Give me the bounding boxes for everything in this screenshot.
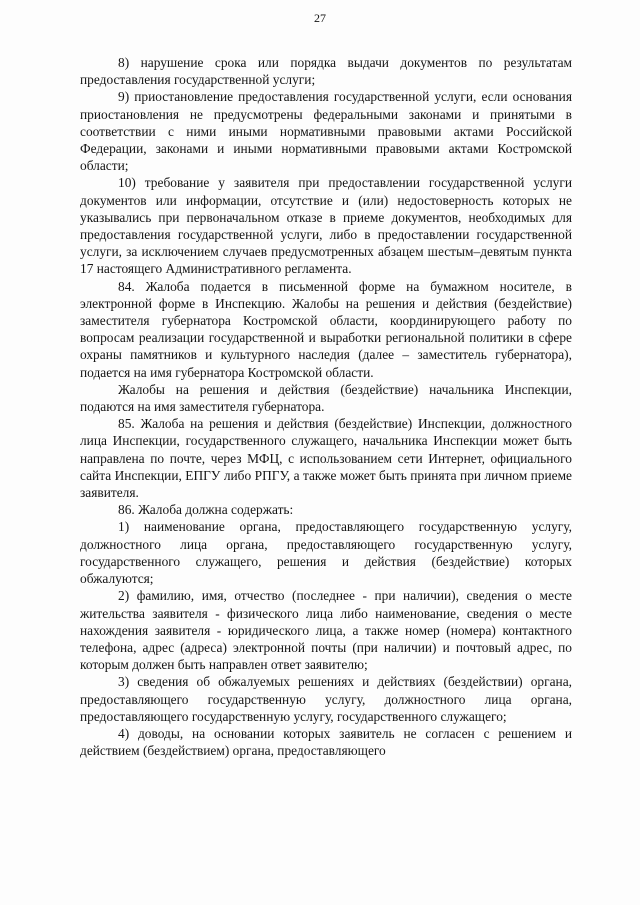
page-number: 27 <box>314 11 326 25</box>
paragraph-item-8: 8) нарушение срока или порядка выдачи документов по результатам предоставления государственной услуги; <box>80 55 572 88</box>
paragraph-clause-84-continued: Жалобы на решения и действия (бездействие) начальника Инспекции, подаются на имя заместителя губернатора. <box>80 381 572 415</box>
paragraph-clause-85: 85. Жалоба на решения и действия (бездействие) Инспекции, должностного лица Инспекции, государственного служащего, начальника Инспекции может быть направлена по почте, через МФЦ, с использованием сети Интернет, официального сайта Инспекции, ЕПГУ либо РПГУ, а также может быть принята при личном приеме заявителя. <box>80 416 572 501</box>
document-body <box>80 54 572 759</box>
paragraph-item-1: 1) наименование органа, предоставляющего государственную услугу, должностного лица органа, предоставляющего государственную услугу, государственного служащего, решения и действия (бездействие) которых обжалуются; <box>80 519 572 587</box>
paragraph-item-4: 4) доводы, на основании которых заявитель не согласен с решением и действием (бездействием) органа, предоставляющего <box>80 725 572 759</box>
paragraph-clause-84: 84. Жалоба подается в письменной форме на бумажном носителе, в электронной форме в Инспекцию. Жалобы на решения и действия (бездействие) заместителя губернатора Костромской области, координирующего работу по вопросам реализации государственной и выработки региональной политики в сфере охраны памятников и культурного наследия (далее – заместитель губернатора), подается на имя губернатора Костромской области. <box>80 278 572 380</box>
paragraph-item-3: 3) сведения об обжалуемых решениях и действиях (бездействии) органа, предоставляющего государственную услугу, должностного лица органа, предоставляющего государственную услугу, государственного служащего; <box>80 674 572 724</box>
paragraph-clause-86: 86. Жалоба должна содержать: <box>118 502 294 518</box>
paragraph-item-9: 9) приостановление предоставления государственной услуги, если основания приостановления не предусмотрены федеральными законами и принятыми в соответствии с ними иными нормативными правовыми актами Российской Федерации, законами и иными нормативными правовыми актами Костромской области; <box>80 89 572 174</box>
paragraph-item-2: 2) фамилию, имя, отчество (последнее - при наличии), сведения о месте жительства заявителя - физического лица либо наименование, сведения о месте нахождения заявителя - юридического лица, а также номер (номера) контактного телефона, адрес (адреса) электронной почты (при наличии) и почтовый адрес, по которым должен быть направлен ответ заявителю; <box>80 588 572 673</box>
paragraph-item-10: 10) требование у заявителя при предоставлении государственной услуги документов или информации, отсутствие и (или) недостоверность которых не указывались при первоначальном отказе в приеме документов, необходимых для предоставления государственной услуги, либо в предоставлении государственной услуги, за исключением случаев предусмотренных абзацем шестым–девятым пункта 17 настоящего Административного регламента. <box>80 175 572 277</box>
